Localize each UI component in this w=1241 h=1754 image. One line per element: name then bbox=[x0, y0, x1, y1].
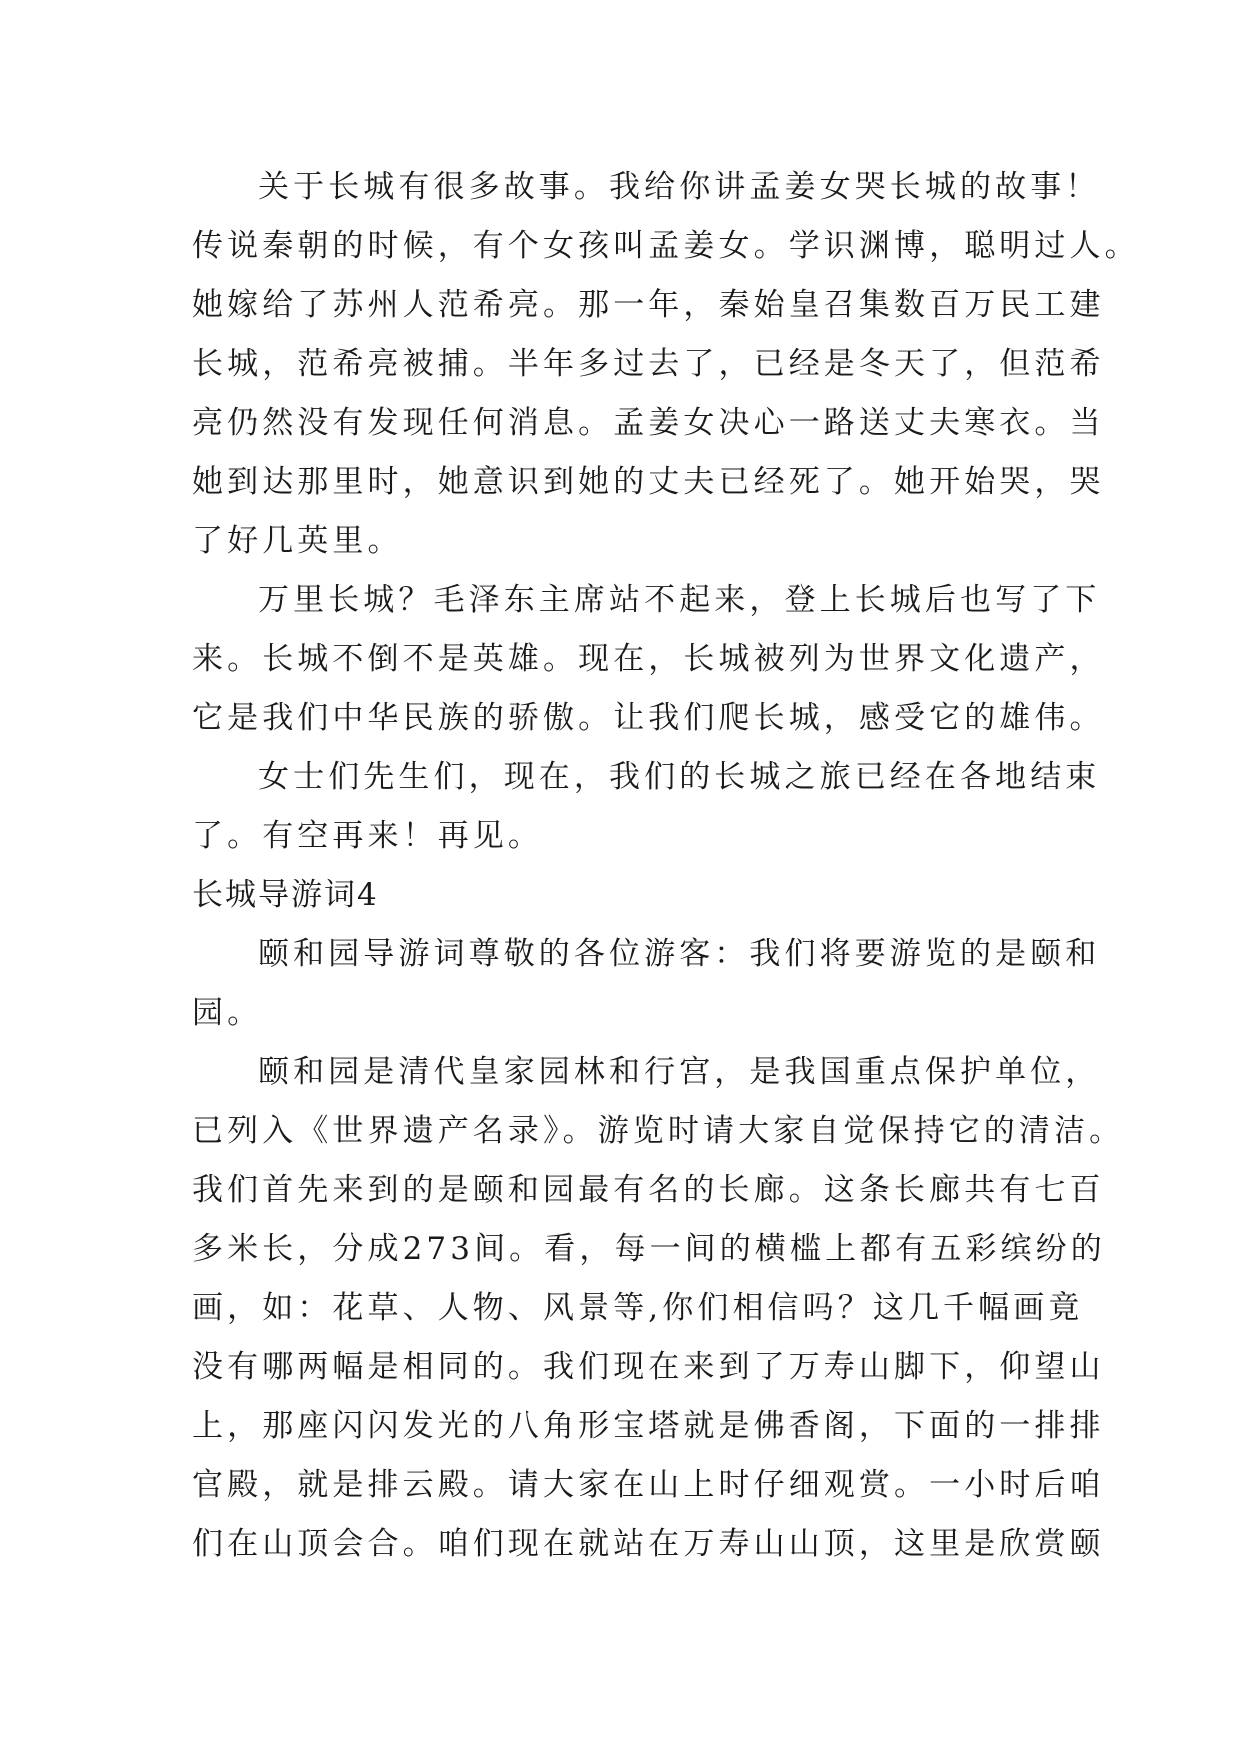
text-line: 颐和园是清代皇家园林和行宫，是我国重点保护单位， bbox=[258, 1054, 1101, 1090]
document-page bbox=[192, 158, 1140, 1574]
text-line: 她到达那里时，她意识到她的丈夫已经死了。她开始哭，哭 bbox=[192, 464, 1105, 500]
text-line: 它是我们中华民族的骄傲。让我们爬长城，感受它的雄伟。 bbox=[192, 700, 1105, 736]
text-line: 多米长，分成273间。看，每一间的横槛上都有五彩缤纷的 bbox=[192, 1231, 1106, 1267]
text-line: 她嫁给了苏州人范希亮。那一年，秦始皇召集数百万民工建 bbox=[192, 287, 1105, 323]
text-line: 万里长城？毛泽东主席站不起来，登上长城后也写了下 bbox=[258, 582, 1101, 618]
paragraph-mengjiangnu-story bbox=[192, 158, 1140, 571]
section-title: 长城导游词4 bbox=[192, 877, 379, 913]
text-line: 们在山顶会合。咱们现在就站在万寿山山顶，这里是欣赏颐 bbox=[192, 1526, 1105, 1562]
text-line: 来。长城不倒不是英雄。现在，长城被列为世界文化遗产， bbox=[192, 641, 1105, 677]
text-line: 女士们先生们，现在，我们的长城之旅已经在各地结束 bbox=[258, 759, 1101, 795]
text-line: 传说秦朝的时候，有个女孩叫孟姜女。学识渊博，聪明过人。 bbox=[192, 228, 1140, 264]
text-line: 没有哪两幅是相同的。我们现在来到了万寿山脚下，仰望山 bbox=[192, 1349, 1105, 1385]
text-line: 亮仍然没有发现任何消息。孟姜女决心一路送丈夫寒衣。当 bbox=[192, 405, 1105, 441]
text-line: 了。有空再来！再见。 bbox=[192, 818, 543, 854]
text-line: 长城，范希亮被捕。半年多过去了，已经是冬天了，但范希 bbox=[192, 346, 1105, 382]
section-heading bbox=[192, 866, 1052, 925]
text-line: 画，如：花草、人物、风景等,你们相信吗？这几千幅画竟 bbox=[192, 1290, 1084, 1326]
text-line: 关于长城有很多故事。我给你讲孟姜女哭长城的故事！ bbox=[258, 169, 1101, 205]
paragraph-summer-palace-intro bbox=[192, 925, 1101, 1043]
text-line: 我们首先来到的是颐和园最有名的长廊。这条长廊共有七百 bbox=[192, 1172, 1105, 1208]
text-line: 官殿，就是排云殿。请大家在山上时仔细观赏。一小时后咱 bbox=[192, 1467, 1105, 1503]
text-line: 已列入《世界遗产名录》。游览时请大家自觉保持它的清洁。 bbox=[192, 1113, 1125, 1149]
paragraph-summer-palace-tour bbox=[192, 1043, 1125, 1574]
text-line: 园。 bbox=[192, 995, 263, 1031]
paragraph-great-wall-heritage bbox=[192, 571, 1105, 748]
text-line: 了好几英里。 bbox=[192, 523, 403, 559]
paragraph-farewell bbox=[192, 748, 1101, 866]
text-line: 上，那座闪闪发光的八角形宝塔就是佛香阁，下面的一排排 bbox=[192, 1408, 1105, 1444]
text-line: 颐和园导游词尊敬的各位游客：我们将要游览的是颐和 bbox=[258, 936, 1101, 972]
